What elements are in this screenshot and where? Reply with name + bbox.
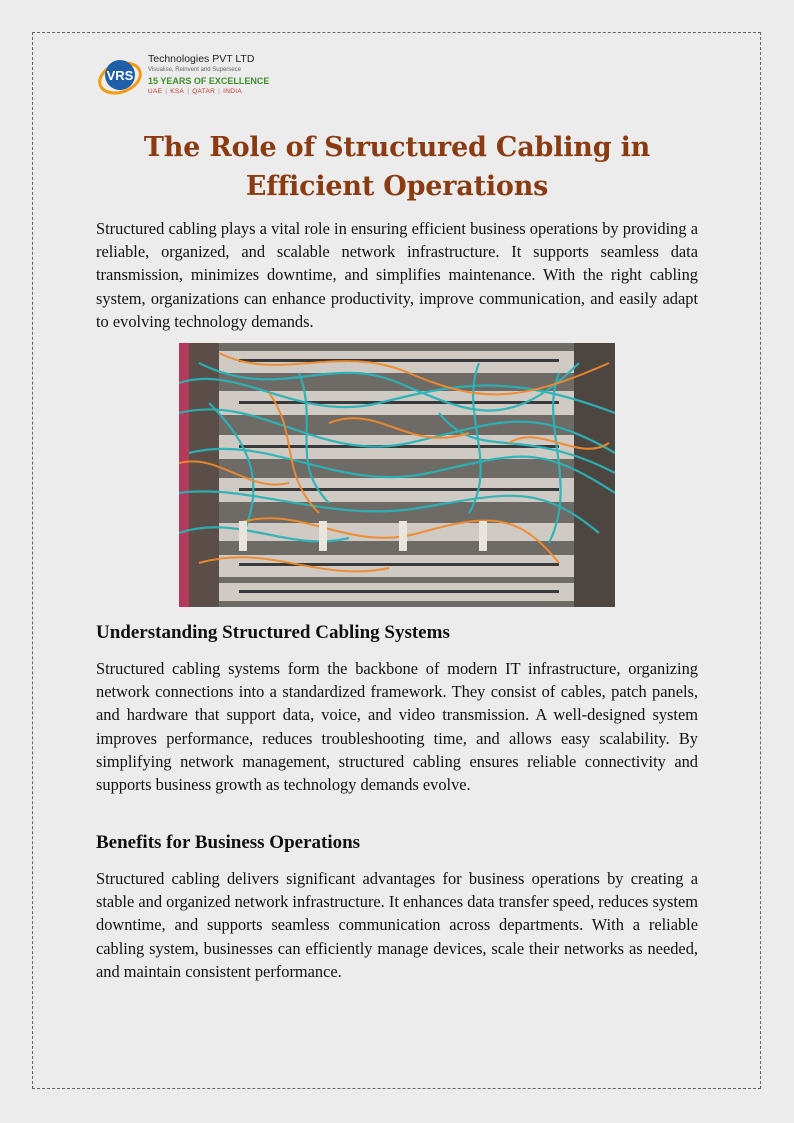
logo-years-badge: 15 YEARS OF EXCELLENCE xyxy=(148,76,270,86)
vrs-badge-icon xyxy=(97,54,143,98)
region-ksa: KSA xyxy=(170,88,185,95)
section-heading-understanding: Understanding Structured Cabling Systems xyxy=(96,622,450,643)
region-uae: UAE xyxy=(148,88,163,95)
region-india: INDIA xyxy=(223,88,242,95)
page-title: The Role of Structured Cabling in Efficient Operations xyxy=(143,132,651,202)
region-qatar: QATAR xyxy=(192,88,216,95)
network-rack-image xyxy=(179,343,615,607)
intro-paragraph: Structured cabling plays a vital role in ensuring efficient business operations by providing a reliable, organized, and scalable network infrastructure. It supports seamless data transmission, minimizes downtime, and simplifies maintenance. With the right cabling system, organizations can enhance productivity, improve communication, and easily adapt to evolving technology demands. xyxy=(96,219,698,331)
logo-monogram: VRS xyxy=(106,68,134,83)
logo-company-name: Technologies PVT LTD xyxy=(148,53,255,65)
company-logo[interactable] xyxy=(97,52,277,104)
section-body-benefits: Structured cabling delivers significant advantages for business operations by creating a stable and organized network infrastructure. It enhances data transfer speed, reduces system downtime, and supports seamless communication across departments. With a reliable cabling system, businesses can efficiently manage devices, scale their networks as needed, and maintain consistent performance. xyxy=(96,869,698,981)
section-body-understanding: Structured cabling systems form the backbone of modern IT infrastructure, organizing network connections into a standardized framework. They consist of cables, patch panels, and hardware that support data, voice, and video transmission. A well-designed system improves performance, reduces troubleshooting time, and allows easy scalability. By simplifying network management, structured cabling ensures reliable connectivity and supports business growth as technology demands evolve. xyxy=(96,659,698,795)
logo-tagline: Visualise, Reinvent and Supersece xyxy=(148,67,241,73)
logo-regions: UAE | KSA | QATAR | INDIA xyxy=(148,88,242,95)
section-heading-benefits: Benefits for Business Operations xyxy=(96,832,361,853)
